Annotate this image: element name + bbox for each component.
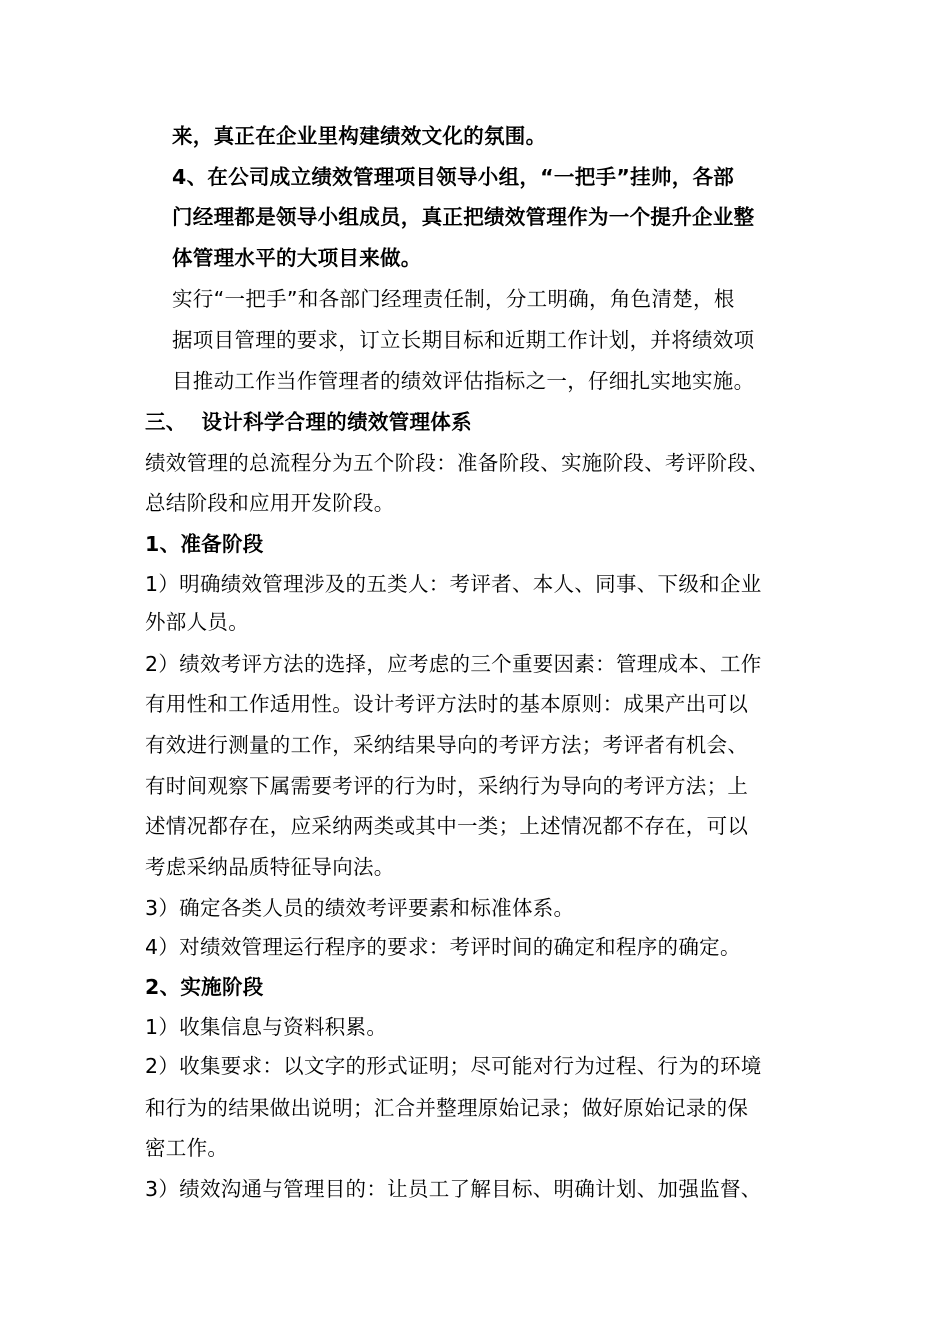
paragraph-line: 绩效管理的总流程分为五个阶段：准备阶段、实施阶段、考评阶段、 — [145, 451, 769, 475]
bold-paragraph-line: 门经理都是领导小组成员，真正把绩效管理作为一个提升企业整 — [172, 205, 755, 229]
subsection-heading: 1、准备阶段 — [145, 532, 264, 556]
paragraph-line: 目推动工作当作管理者的绩效评估指标之一，仔细扎实地实施。 — [172, 369, 755, 393]
paragraph-line: 2）绩效考评方法的选择，应考虑的三个重要因素：管理成本、工作 — [145, 652, 762, 676]
paragraph-line: 有用性和工作适用性。设计考评方法时的基本原则：成果产出可以 — [145, 692, 749, 716]
paragraph-line: 1）收集信息与资料积累。 — [145, 1015, 388, 1039]
subsection-heading: 2、实施阶段 — [145, 975, 264, 999]
paragraph-line: 考虑采纳品质特征导向法。 — [145, 855, 395, 879]
paragraph-line: 3）绩效沟通与管理目的：让员工了解目标、明确计划、加强监督、 — [145, 1177, 762, 1201]
paragraph-line: 和行为的结果做出说明；汇合并整理原始记录；做好原始记录的保 — [145, 1096, 749, 1120]
bold-paragraph-line: 来，真正在企业里构建绩效文化的氛围。 — [172, 124, 547, 148]
bold-paragraph-line: 4、在公司成立绩效管理项目领导小组，“一把手”挂帅，各部 — [172, 165, 735, 189]
paragraph-line: 述情况都存在，应采纳两类或其中一类；上述情况都不存在，可以 — [145, 814, 749, 838]
paragraph-line: 2）收集要求：以文字的形式证明；尽可能对行为过程、行为的环境 — [145, 1054, 762, 1078]
bold-paragraph-line: 体管理水平的大项目来做。 — [172, 246, 422, 270]
paragraph-line: 有效进行测量的工作，采纳结果导向的考评方法；考评者有机会、 — [145, 733, 749, 757]
paragraph-line: 4）对绩效管理运行程序的要求：考评时间的确定和程序的确定。 — [145, 935, 741, 959]
paragraph-line: 据项目管理的要求，订立长期目标和近期工作计划，并将绩效项 — [172, 328, 755, 352]
section-heading: 三、 设计科学合理的绩效管理体系 — [145, 410, 472, 434]
paragraph-line: 实行“一把手”和各部门经理责任制，分工明确，角色清楚，根 — [172, 287, 735, 311]
paragraph-line: 总结阶段和应用开发阶段。 — [145, 491, 395, 515]
paragraph-line: 外部人员。 — [145, 610, 249, 634]
paragraph-line: 有时间观察下属需要考评的行为时，采纳行为导向的考评方法；上 — [145, 774, 749, 798]
paragraph-line: 密工作。 — [145, 1136, 229, 1160]
paragraph-line: 1）明确绩效管理涉及的五类人：考评者、本人、同事、下级和企业 — [145, 572, 762, 596]
paragraph-line: 3）确定各类人员的绩效考评要素和标准体系。 — [145, 896, 575, 920]
